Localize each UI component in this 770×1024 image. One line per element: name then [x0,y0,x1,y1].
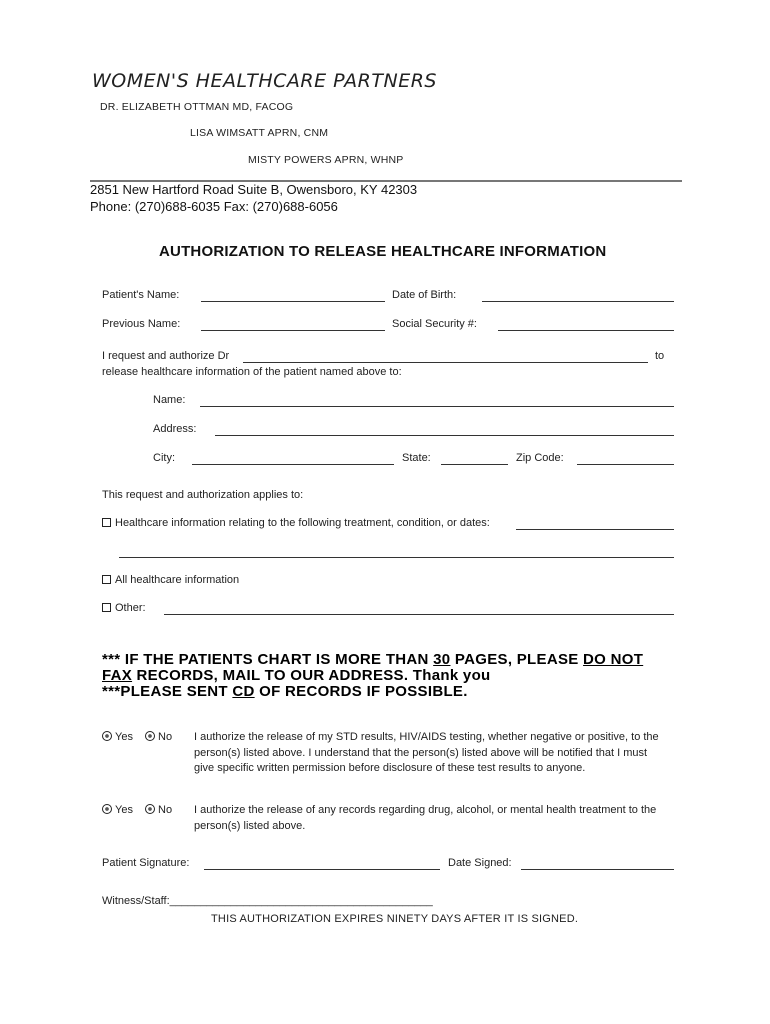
patient-name-label: Patient's Name: [102,289,180,301]
recipient-city-label: City: [153,452,175,464]
option-treatment[interactable] [102,517,490,529]
applies-to-label: This request and authorization applies to: [102,489,304,501]
option-all[interactable] [102,574,239,586]
previous-name-label: Previous Name: [102,318,181,330]
checkbox-all[interactable] [102,575,111,584]
provider-1: DR. ELIZABETH OTTMAN MD, FACOG [100,101,294,113]
option-other-label: Other: [115,602,146,614]
release-line: release healthcare information of the patient named above to: [102,366,402,378]
dob-label: Date of Birth: [392,289,457,301]
notice-line-3: ***PLEASE SENT CD OF RECORDS IF POSSIBLE. [102,683,468,700]
drug-no-radio[interactable] [145,804,155,814]
recipient-city-field[interactable] [192,464,394,465]
patient-signature-label: Patient Signature: [102,857,190,869]
option-treatment-label: Healthcare information relating to the following treatment, condition, or dates: [115,517,490,529]
option-other[interactable] [102,602,146,614]
notice-line-2: FAX RECORDS, MAIL TO OUR ADDRESS. Thank you [102,667,491,684]
to-label: to [655,350,665,362]
ssn-label: Social Security #: [392,318,477,330]
option-all-label: All healthcare information [115,574,240,586]
checkbox-treatment[interactable] [102,518,111,527]
recipient-address-field[interactable] [215,435,674,436]
std-no-radio[interactable] [145,731,155,741]
treatment-field-2[interactable] [119,557,674,558]
request-label: I request and authorize Dr [102,350,230,362]
std-yes-option[interactable]: Yes [102,731,133,743]
std-consent-text: I authorize the release of my STD results, HIV/AIDS testing, whether negative or positive, to the person(s) listed above. I understand that the person(s) listed above will be notified that I must give specific written permission before disclosure of these test results to anyone. [194,731,659,774]
patient-name-field[interactable] [201,301,385,302]
drug-yes-radio[interactable] [102,804,112,814]
practice-phone-fax: Phone: (270)688-6035 Fax: (270)688-6056 [90,199,338,214]
recipient-zip-field[interactable] [577,464,674,465]
ssn-field[interactable] [498,330,674,331]
provider-3: MISTY POWERS APRN, WHNP [248,154,404,166]
other-field[interactable] [164,614,674,615]
provider-2: LISA WIMSATT APRN, CNM [190,127,329,139]
doctor-name-field[interactable] [243,362,648,363]
recipient-state-field[interactable] [441,464,508,465]
drug-no-option[interactable]: No [145,804,172,816]
witness-label[interactable]: Witness/Staff:___________________________________________ [102,895,433,907]
notice-line-1: *** IF THE PATIENTS CHART IS MORE THAN 30 PAGES, PLEASE DO NOT [102,651,644,668]
dob-field[interactable] [482,301,674,302]
drug-yes-option[interactable]: Yes [102,804,133,816]
checkbox-other[interactable] [102,603,111,612]
std-yes-radio[interactable] [102,731,112,741]
treatment-field[interactable] [516,529,674,530]
std-no-option[interactable]: No [145,731,172,743]
recipient-name-field[interactable] [200,406,674,407]
date-signed-label: Date Signed: [448,857,512,869]
previous-name-field[interactable] [201,330,385,331]
practice-name: WOMEN'S HEALTHCARE PARTNERS [92,70,437,92]
drug-consent-text: I authorize the release of any records regarding drug, alcohol, or mental health treatment to the person(s) listed above. [194,804,657,832]
patient-signature-field[interactable] [204,869,440,870]
recipient-zip-label: Zip Code: [516,452,564,464]
recipient-name-label: Name: [153,394,186,406]
date-signed-field[interactable] [521,869,674,870]
recipient-state-label: State: [402,452,431,464]
recipient-address-label: Address: [153,423,197,435]
practice-address: 2851 New Hartford Road Suite B, Owensboro, KY 42303 [90,182,418,197]
expiry-notice: THIS AUTHORIZATION EXPIRES NINETY DAYS AFTER IT IS SIGNED. [211,913,579,925]
form-title: AUTHORIZATION TO RELEASE HEALTHCARE INFORMATION [159,243,607,260]
